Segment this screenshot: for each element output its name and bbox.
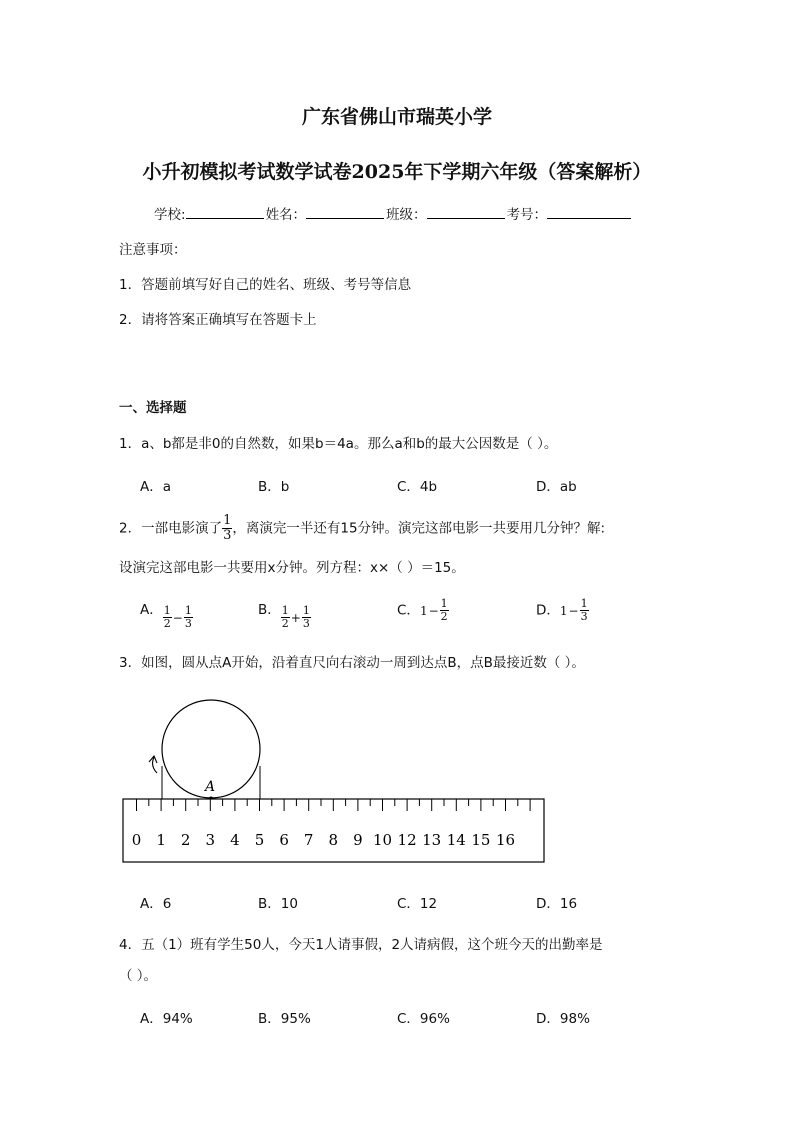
ruler-number: 6 xyxy=(279,831,289,849)
q2-option-c-label: C． xyxy=(397,602,420,619)
q1-option-a: A．a xyxy=(140,479,172,495)
ruler-number: 9 xyxy=(353,831,363,849)
q2a-den2: 3 xyxy=(184,617,192,630)
class-label: 班级： xyxy=(386,207,427,223)
q4-option-a: A．94% xyxy=(140,1011,193,1027)
exam-title: 小升初模拟考试数学试卷2025年下学期六年级（答案解析） xyxy=(142,161,652,183)
ruler-number: 4 xyxy=(230,831,240,849)
ruler-number: 14 xyxy=(446,831,466,849)
q2d-op: − xyxy=(568,603,579,618)
q2a-den1: 2 xyxy=(163,617,171,630)
ruler-number: 8 xyxy=(328,831,339,849)
q2b-op: + xyxy=(290,610,301,625)
ruler-number: 2 xyxy=(180,831,191,849)
name-label: 姓名： xyxy=(265,207,307,223)
question-2-line-2: 设演完这部电影一共要用x分钟。列方程：x×（ ）＝15。 xyxy=(119,560,465,576)
q2-option-b-label: B． xyxy=(258,602,281,618)
q2-text-part2: ，离演完一半还有15分钟。演完这部电影一共要用几分钟？解: xyxy=(232,520,606,537)
q4-option-b: B．95% xyxy=(258,1011,311,1027)
q1-option-d: D．ab xyxy=(536,479,577,495)
q2-frac-num: 1 xyxy=(223,513,232,528)
q3-option-d: D．16 xyxy=(536,896,578,912)
ruler-number: 5 xyxy=(254,831,265,849)
q2a-num2: 1 xyxy=(184,604,192,617)
q4-option-d: D．98% xyxy=(536,1011,590,1027)
ruler-number: 10 xyxy=(372,831,393,849)
ruler-number: 13 xyxy=(422,831,442,849)
q3-option-b: B．10 xyxy=(258,896,298,912)
q2b-num1: 1 xyxy=(281,604,289,617)
q2d-den: 3 xyxy=(580,610,588,623)
q3-option-c: C．12 xyxy=(397,896,438,912)
q2b-den2: 3 xyxy=(302,617,310,630)
q2-text-part1: 2．一部电影演了 xyxy=(119,520,223,537)
q1-option-b: B．b xyxy=(258,479,290,495)
notes-heading: 注意事项： xyxy=(119,242,187,258)
school-title: 广东省佛山市瑞英小学 xyxy=(301,106,492,128)
q2-option-d-label: D． xyxy=(536,602,560,619)
notes-item-1: 1．答题前填写好自己的姓名、班级、考号等信息 xyxy=(119,277,412,293)
point-a-label: A xyxy=(205,779,216,795)
ruler-number: 0 xyxy=(131,831,142,849)
q3-option-a: A．6 xyxy=(140,896,172,912)
q2-option-a-label: A． xyxy=(140,602,163,618)
section-heading: 一、选择题 xyxy=(119,400,187,416)
notes-item-2: 2．请将答案正确填写在答题卡上 xyxy=(119,312,317,328)
ruler-number: 16 xyxy=(495,831,516,849)
q1-option-c: C．4b xyxy=(397,479,438,495)
question-1-text: 1．a、b都是非0的自然数，如果b＝4a。那么a和b的最大公因数是（ ）。 xyxy=(119,436,558,452)
q2c-op: − xyxy=(428,603,439,618)
ruler-number: 1 xyxy=(156,831,166,849)
school-label: 学校: xyxy=(154,207,186,223)
rotation-arrow xyxy=(153,757,157,773)
ruler-number: 7 xyxy=(303,831,314,849)
q2d-num: 1 xyxy=(580,597,588,610)
q2d-whole: 1 xyxy=(559,603,568,618)
q2a-num1: 1 xyxy=(163,604,171,617)
q2c-num: 1 xyxy=(440,597,448,610)
question-4-line-2: （ ）。 xyxy=(119,968,158,984)
id-label: 考号： xyxy=(506,207,548,223)
ruler-number: 3 xyxy=(205,831,216,849)
q2b-den1: 2 xyxy=(281,617,289,630)
question-3-text: 3．如图，圆从点A开始，沿着直尺向右滚动一周到达点B，点B最接近数（ ）。 xyxy=(119,655,585,671)
ruler-number: 12 xyxy=(397,831,417,849)
q2c-whole: 1 xyxy=(419,603,428,618)
q2-frac-den: 3 xyxy=(223,528,232,543)
question-4-line-1: 4．五（1）班有学生50人，今天1人请事假，2人请病假，这个班今天的出勤率是 xyxy=(119,937,603,953)
q2a-op: − xyxy=(172,610,183,625)
q4-option-c: C．96% xyxy=(397,1011,450,1027)
ruler-number: 15 xyxy=(471,831,491,849)
q2b-num2: 1 xyxy=(302,604,310,617)
q2c-den: 2 xyxy=(440,610,448,623)
